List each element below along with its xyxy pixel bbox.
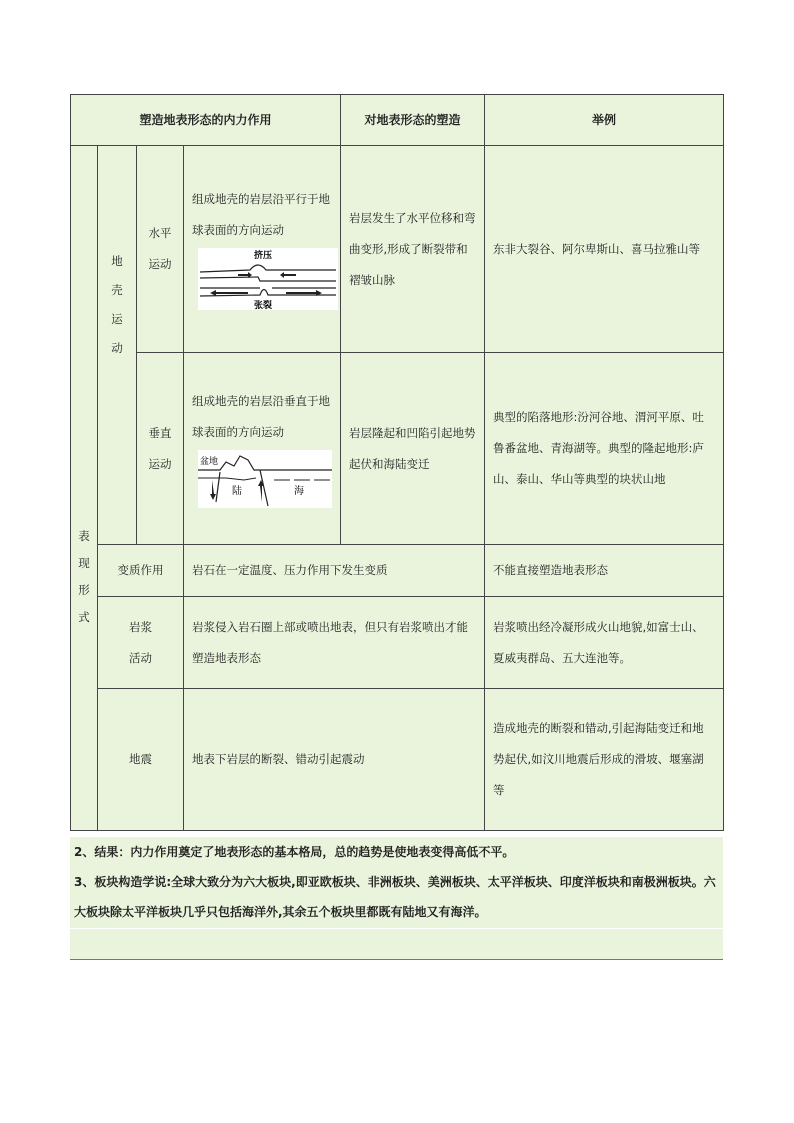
table-header-row bbox=[71, 95, 724, 146]
note-plate-tectonics: 3、板块构造学说:全球大致分为六大板块,即亚欧板块、非洲板块、美洲板块、太平洋板块、印度洋板块和南极洲板块。六大板块除太平洋板块几乎只包括海洋外,其余五个板块里都既有陆地又有海洋。 bbox=[74, 875, 716, 919]
horizontal-label: 水平运动 bbox=[137, 146, 184, 353]
header-example: 举例 bbox=[485, 95, 724, 146]
fig-label-sea: 海 bbox=[294, 485, 304, 497]
table-row-earthquake bbox=[71, 689, 724, 831]
metamorphism-desc: 岩石在一定温度、压力作用下发生变质 bbox=[184, 545, 485, 597]
vertical-label: 垂直运动 bbox=[137, 353, 184, 545]
table-row-horizontal bbox=[71, 146, 724, 353]
vertical-desc-cell bbox=[184, 353, 341, 545]
metamorphism-label: 变质作用 bbox=[98, 545, 184, 597]
vertical-desc: 组成地壳的岩层沿垂直于地球表面的方向运动 bbox=[192, 393, 330, 439]
fig-label-squeeze: 挤压 bbox=[254, 251, 273, 261]
header-forces: 塑造地表形态的内力作用 bbox=[71, 95, 341, 146]
vertical-example: 典型的陷落地形:汾河谷地、渭河平原、吐鲁番盆地、青海湖等。典型的隆起地形:庐山、泰山、华山等典型的块状山地 bbox=[485, 353, 724, 545]
magma-desc: 岩浆侵入岩石圈上部或喷出地表，但只有岩浆喷出才能塑造地表形态 bbox=[184, 597, 485, 689]
notes-blank-row bbox=[70, 928, 723, 960]
metamorphism-example: 不能直接塑造地表形态 bbox=[485, 545, 724, 597]
table-row-magma bbox=[71, 597, 724, 689]
earthquake-desc: 地表下岩层的断裂、错动引起震动 bbox=[184, 689, 485, 831]
note-result: 2、结果：内力作用奠定了地表形态的基本格局，总的趋势是使地表变得高低不平。 bbox=[74, 845, 515, 859]
internal-forces-table bbox=[70, 94, 724, 831]
group-label: 表现形式 bbox=[71, 146, 98, 831]
horizontal-movement-figure bbox=[198, 248, 338, 310]
horizontal-desc-cell bbox=[184, 146, 341, 353]
earthquake-label: 地震 bbox=[98, 689, 184, 831]
horizontal-effect: 岩层发生了水平位移和弯曲变形,形成了断裂带和褶皱山脉 bbox=[341, 146, 485, 353]
vertical-movement-figure bbox=[198, 450, 332, 508]
fig-label-basin: 盆地 bbox=[200, 456, 219, 467]
magma-label: 岩浆活动 bbox=[98, 597, 184, 689]
fig-label-land: 陆 bbox=[232, 485, 242, 497]
table-row-vertical bbox=[71, 353, 724, 545]
fig-label-rift: 张裂 bbox=[254, 301, 273, 310]
header-effect: 对地表形态的塑造 bbox=[341, 95, 485, 146]
horizontal-example: 东非大裂谷、阿尔卑斯山、喜马拉雅山等 bbox=[485, 146, 724, 353]
notes-section bbox=[70, 837, 723, 960]
vertical-effect: 岩层隆起和凹陷引起地势起伏和海陆变迁 bbox=[341, 353, 485, 545]
crust-label: 地壳运动 bbox=[98, 146, 137, 545]
earthquake-example: 造成地壳的断裂和错动,引起海陆变迁和地势起伏,如汶川地震后形成的滑坡、堰塞湖等 bbox=[485, 689, 724, 831]
magma-example: 岩浆喷出经冷凝形成火山地貌,如富士山、夏威夷群岛、五大连池等。 bbox=[485, 597, 724, 689]
horizontal-desc: 组成地壳的岩层沿平行于地球表面的方向运动 bbox=[192, 192, 330, 237]
table-row-metamorphism bbox=[71, 545, 724, 597]
